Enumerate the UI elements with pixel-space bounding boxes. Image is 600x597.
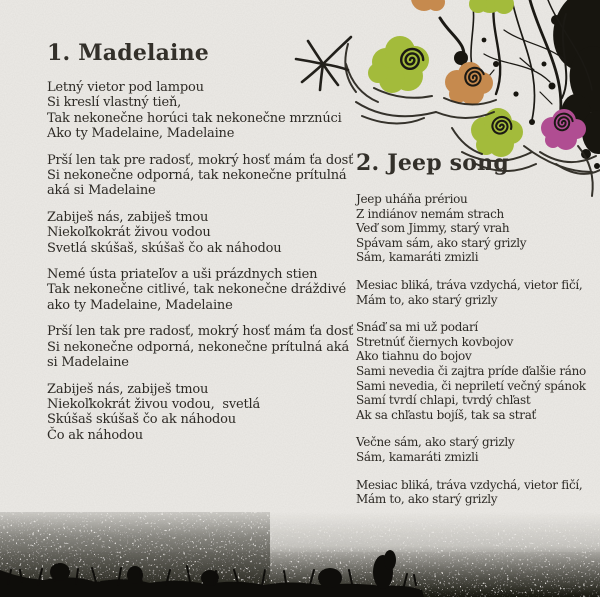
lyric-line: Tak nekonečne citlivé, tak nekonečne dráždivé bbox=[47, 282, 346, 298]
lyric-line: Niekoľkokrát živou vodou bbox=[47, 225, 211, 241]
lyric-line: Niekoľkokrát živou vodou, svetlá bbox=[47, 396, 261, 412]
stanza bbox=[356, 192, 600, 265]
lyric-line: Samí tvrdí chlapi, tvrdý chľast bbox=[356, 393, 531, 408]
song-2-lyrics bbox=[356, 192, 600, 507]
lyric-line: ako ty Madelaine, Madelaine bbox=[47, 297, 233, 313]
lyric-line: Mesiac bliká, tráva vzdychá, vietor fičí, bbox=[356, 277, 583, 292]
stanza bbox=[47, 382, 353, 444]
lyric-line: Mám to, ako starý grizly bbox=[356, 492, 498, 507]
lyric-line: aká si Madelaine bbox=[47, 183, 156, 199]
lyric-line: Tak nekonečne horúci tak nekonečne mrznúci bbox=[47, 110, 342, 126]
lyric-line: Sami nevedia či zajtra príde ďalšie ráno bbox=[356, 363, 586, 378]
stanza bbox=[47, 267, 353, 313]
lyric-line: Ako ty Madelaine, Madelaine bbox=[47, 126, 235, 142]
lyric-line: Si nekonečne odporná, nekonečne prítulná aká bbox=[47, 339, 350, 355]
lyric-line: Snáď sa mi už podarí bbox=[356, 320, 478, 335]
stanza bbox=[356, 320, 600, 422]
lyric-line: Prší len tak pre radosť, mokrý hosť mám ťa dosť bbox=[47, 324, 354, 340]
song-2-column bbox=[356, 150, 600, 520]
lyric-line: Svetlá skúšaš, skúšaš čo ak náhodou bbox=[47, 240, 282, 256]
lyric-line: Nemé ústa priateľov a uši prázdnych stien bbox=[47, 267, 318, 283]
lyric-line: Zabiješ nás, zabiješ tmou bbox=[47, 381, 209, 397]
lyric-line: Spávam sám, ako starý grizly bbox=[356, 235, 527, 250]
stanza bbox=[47, 153, 353, 199]
lyric-line: Ak sa chľastu bojíš, tak sa strať bbox=[356, 407, 537, 422]
song-1-column bbox=[47, 40, 353, 454]
stanza bbox=[356, 435, 600, 464]
stanza bbox=[47, 210, 353, 256]
lyric-line: Letný vietor pod lampou bbox=[47, 80, 204, 95]
lyric-line: si Madelaine bbox=[47, 355, 129, 371]
stanza bbox=[47, 80, 353, 142]
lyric-line: Zabiješ nás, zabiješ tmou bbox=[47, 209, 209, 225]
lyric-line: Stretnúť čiernych kovbojov bbox=[356, 334, 514, 349]
song-2-title: 2. Jeep song bbox=[356, 150, 509, 176]
lyric-line: Sám, kamaráti zmizli bbox=[356, 449, 479, 464]
stanza bbox=[356, 278, 600, 307]
lyric-line: Ako tiahnu do bojov bbox=[356, 349, 472, 364]
grass-photo-strip bbox=[0, 512, 600, 597]
song-1-lyrics bbox=[47, 80, 353, 443]
song-1-title: 1. Madelaine bbox=[47, 40, 209, 66]
lyric-line: Prší len tak pre radosť, mokrý hosť mám ťa dosť bbox=[47, 152, 354, 168]
lyric-line: Jeep uháňa prériou bbox=[356, 192, 468, 206]
lyric-line: Z indiánov nemám strach bbox=[356, 206, 504, 221]
lyric-line: Mám to, ako starý grizly bbox=[356, 292, 498, 307]
lyric-line: Veď som Jimmy, starý vrah bbox=[356, 221, 510, 236]
lyric-line: Večne sám, ako starý grizly bbox=[356, 435, 515, 450]
stanza bbox=[47, 324, 353, 370]
lyric-line: Skúšaš skúšaš čo ak náhodou bbox=[47, 412, 236, 428]
stanza bbox=[356, 478, 600, 507]
lyric-line: Mesiac bliká, tráva vzdychá, vietor fičí, bbox=[356, 477, 583, 492]
lyric-line: Si kreslí vlastný tieň, bbox=[47, 95, 182, 111]
lyric-line: Si nekonečne odporná, tak nekonečne prítulná bbox=[47, 168, 347, 184]
lyric-line: Čo ak náhodou bbox=[47, 427, 143, 443]
lyric-line: Sami nevedia, či nepriletí večný spánok bbox=[356, 378, 586, 393]
lyric-line: Sám, kamaráti zmizli bbox=[356, 250, 479, 265]
